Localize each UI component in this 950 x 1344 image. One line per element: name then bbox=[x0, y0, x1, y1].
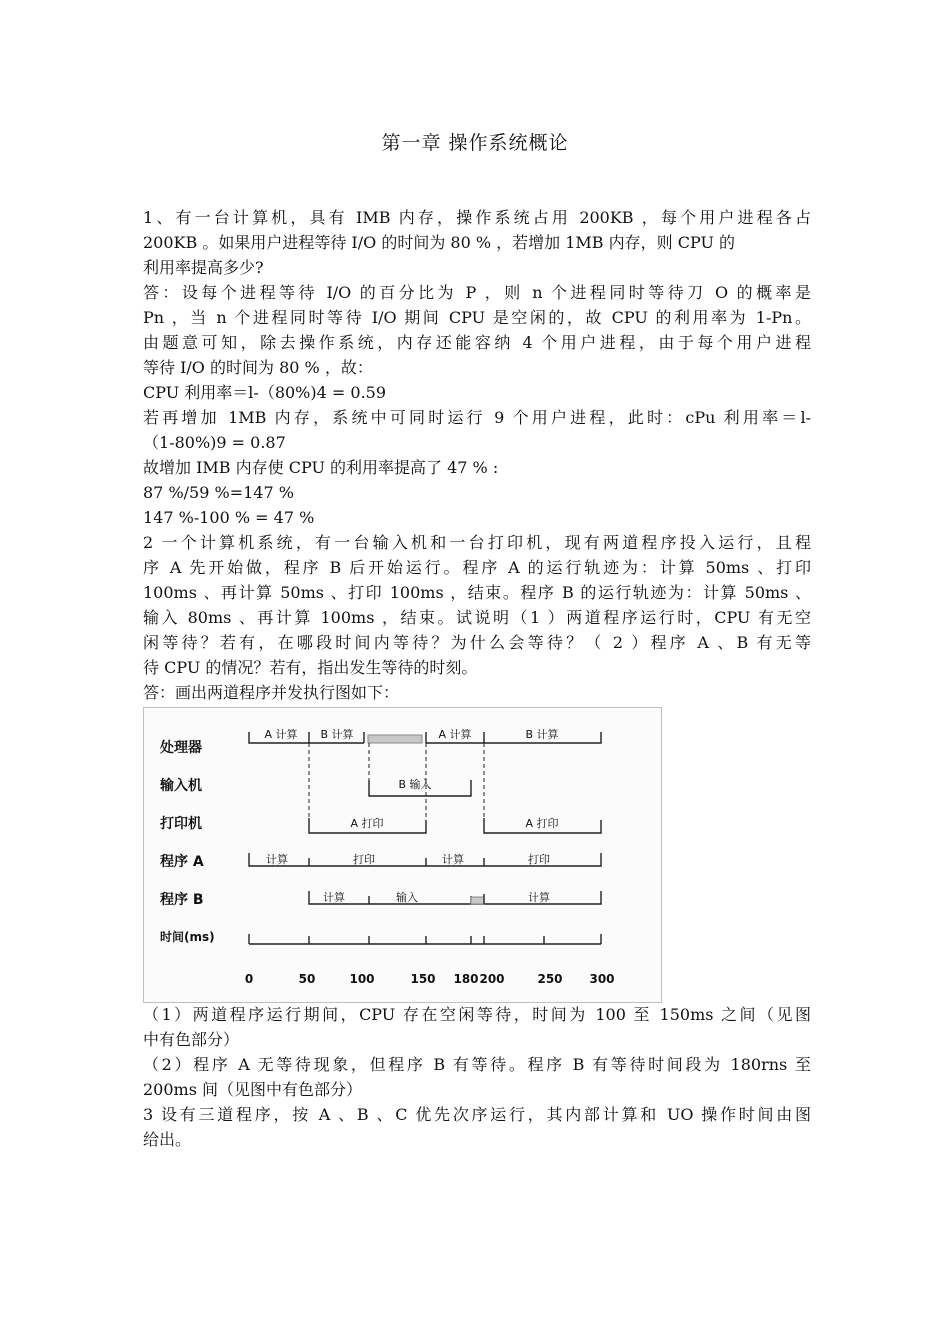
text-line: 100ms 、再计算 50ms 、打印 100ms ，结束。程序 B 的运行轨迹为：计算 50ms 、 bbox=[143, 583, 811, 602]
time-tick-label: 100 bbox=[349, 972, 375, 986]
text-line: 87 %/59 %=147 % bbox=[143, 483, 294, 502]
row-label-time: 时间(ms) bbox=[160, 930, 215, 944]
question-1-and-2-text bbox=[143, 205, 811, 705]
text-line: 若再增加 1MB 内存，系统中可同时运行 9 个用户进程，此时：cPu 利用率＝l- bbox=[143, 408, 811, 427]
time-tick-label: 300 bbox=[589, 972, 615, 986]
row-label-input: 输入机 bbox=[160, 778, 202, 794]
text-line: Pn ，当 n 个进程同时等待 I/O 期间 CPU 是空闲的，故 CPU 的利用率为 1-Pn。 bbox=[143, 308, 811, 327]
row-label-program-b: 程序 B bbox=[160, 892, 204, 908]
text-line: CPU 利用率＝l-（80%)4 = 0.59 bbox=[143, 383, 387, 402]
execution-timeline-figure bbox=[143, 707, 662, 1003]
text-line: 答：设每个进程等待 I/O 的百分比为 P ，则 n 个进程同时等待刀 O 的概率是 bbox=[143, 283, 811, 302]
text-line: 给出。 bbox=[143, 1130, 192, 1149]
text-line: （1-80%)9 = 0.87 bbox=[143, 433, 286, 452]
time-tick-label: 180 bbox=[453, 972, 479, 986]
segment-label: B 输入 bbox=[398, 778, 432, 791]
segment-label: 打印 bbox=[353, 853, 375, 866]
answer-text bbox=[143, 1002, 811, 1152]
text-line: 200KB 。如果用户进程等待 I/O 的时间为 80 % ，若增加 1MB 内存，则 CPU 的 bbox=[143, 233, 736, 252]
segment-label: 打印 bbox=[528, 853, 550, 866]
program-b-wait-shading bbox=[471, 897, 484, 904]
row-label-printer: 打印机 bbox=[160, 816, 202, 832]
segment-label: B 计算 bbox=[320, 728, 354, 741]
time-tick-label: 50 bbox=[298, 972, 316, 986]
segment-label: B 计算 bbox=[525, 728, 559, 741]
row-label-cpu: 处理器 bbox=[160, 740, 202, 756]
text-line: （1）两道程序运行期间，CPU 存在空闲等待，时间为 100 至 150ms 之间（见图 bbox=[143, 1005, 811, 1024]
time-tick-label: 150 bbox=[410, 972, 436, 986]
text-line: 等待 I/O 的时间为 80 % ，故： bbox=[143, 358, 373, 377]
row-label-program-a: 程序 A bbox=[160, 854, 204, 870]
text-line: 1、有一台计算机，具有 IMB 内存，操作系统占用 200KB ，每个用户进程各占 bbox=[143, 208, 811, 227]
text-line: 2 一个计算机系统，有一台输入机和一台打印机，现有两道程序投入运行，且程 bbox=[143, 533, 811, 552]
segment-label: A 打印 bbox=[525, 817, 559, 830]
segment-label: 计算 bbox=[323, 891, 345, 904]
text-line: 输入 80ms 、再计算 100ms ，结束。试说明（1 ）两道程序运行时，CPU 有无空 bbox=[143, 608, 811, 627]
text-line: 200ms 间（见图中有色部分） bbox=[143, 1080, 363, 1099]
text-line: 故增加 IMB 内存使 CPU 的利用率提高了 47 % : bbox=[143, 458, 499, 477]
segment-label: 计算 bbox=[528, 891, 550, 904]
time-tick-label: 250 bbox=[537, 972, 563, 986]
segment-label: 计算 bbox=[266, 853, 288, 866]
segment-label: A 计算 bbox=[438, 728, 472, 741]
text-line: 3 设有三道程序，按 A 、B 、C 优先次序运行，其内部计算和 UO 操作时间由图 bbox=[143, 1105, 811, 1124]
text-line: （2）程序 A 无等待现象，但程序 B 有等待。程序 B 有等待时间段为 180rns 至 bbox=[143, 1055, 811, 1074]
program-b-bar bbox=[309, 891, 601, 904]
text-line: 利用率提高多少? bbox=[143, 258, 264, 277]
text-line: 由题意可知，除去操作系统，内存还能容纳 4 个用户进程，由于每个用户进程 bbox=[143, 333, 811, 352]
timeline-diagram bbox=[144, 708, 661, 1002]
text-line: 147 %-100 % = 47 % bbox=[143, 508, 315, 527]
cpu-idle-shading bbox=[368, 735, 422, 743]
time-tick-label: 200 bbox=[479, 972, 505, 986]
segment-label: A 计算 bbox=[264, 728, 298, 741]
text-line: 答：画出两道程序并发执行图如下： bbox=[143, 683, 400, 702]
segment-label: 计算 bbox=[442, 853, 464, 866]
segment-label: A 打印 bbox=[350, 817, 384, 830]
text-line: 闲等待？若有，在哪段时间内等待？为什么会等待？（ 2 ）程序 A 、B 有无等 bbox=[143, 633, 811, 652]
text-line: 中有色部分） bbox=[143, 1030, 240, 1049]
text-line: 序 A 先开始做，程序 B 后开始运行。程序 A 的运行轨迹为：计算 50ms 、打印 bbox=[143, 558, 811, 577]
segment-label: 输入 bbox=[396, 891, 418, 904]
page-title: 第一章 操作系统概论 bbox=[381, 132, 569, 154]
text-line: 待 CPU 的情况？若有，指出发生等待的时刻。 bbox=[143, 658, 478, 677]
time-tick-label: 0 bbox=[244, 972, 254, 986]
